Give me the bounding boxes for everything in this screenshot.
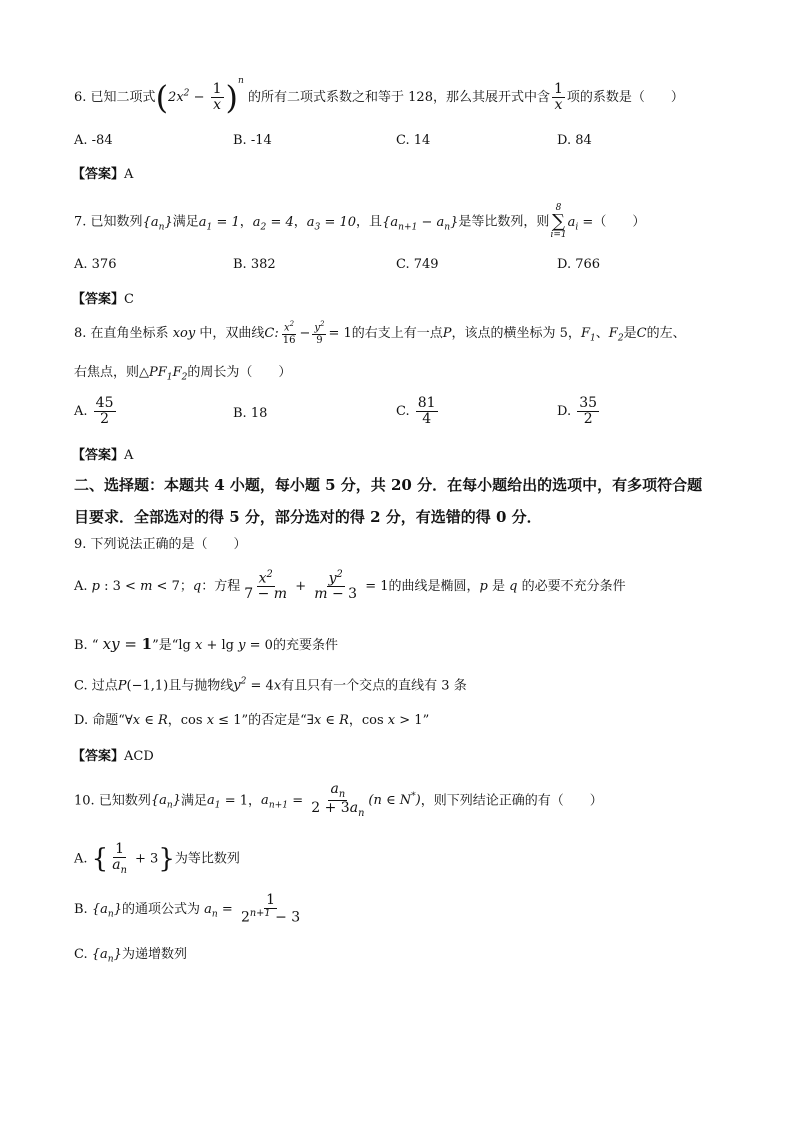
option-d: D. 84 — [557, 133, 592, 148]
option-c: C. $\{a_n\}$为递增数列 — [74, 947, 187, 965]
question-text: 是等比数列，则 — [458, 214, 550, 230]
section-heading-line-2: 目要求．全部选对的得 5 分，部分选对的得 2 分，有选错的得 0 分． — [74, 508, 542, 526]
question-text: 右焦点，则 — [74, 365, 140, 380]
question-text: 已知数列 — [90, 214, 143, 230]
option-a: A. { $\frac{1}{a_n}$ + 3}为等比数列 — [74, 841, 240, 876]
option-d: D. 命题“∀x ∈ R，cos x ≤ 1”的否定是“∃x ∈ R，cos x > 1” — [74, 713, 430, 728]
question-text: 满足 — [181, 793, 208, 809]
question-number: 10. — [74, 793, 95, 809]
question-9 — [74, 537, 247, 553]
section-heading: 二、选择题：本题共 4 小题，每小题 5 分，共 20 分．在每小题给出的选项中，有多项符合题 — [74, 476, 703, 494]
question-text: 已知数列 — [98, 793, 151, 809]
option-b: B. 18 — [233, 406, 268, 421]
option-a: A. $\frac{45}{2}$ — [74, 395, 114, 427]
question-text: 满足 — [172, 214, 199, 230]
answer-label: 【答案】 — [72, 292, 125, 307]
option-c: C. 过点P(−1,1)且与抛物线$y^2 = 4x$有且只有一个交点的直线有 3 条 — [74, 677, 467, 694]
answer-value: C — [124, 292, 134, 307]
option-b: B. -14 — [233, 133, 272, 148]
question-text: ，该点的横坐标为 5， — [451, 325, 581, 341]
question-number: 9. — [74, 537, 87, 552]
option-c: C. 14 — [396, 133, 431, 148]
question-8: 8. 在直角坐标系 xoy 中，双曲线C: $\frac{x^2}{16}$ − $\frac{y^2}{9}$ = 1的右支上有一点P，该点的横坐标为 5，$F_1$、$F_2$是C的左、 — [74, 320, 686, 346]
question-text: 中，双曲线 — [199, 325, 265, 341]
question-text: 的右支上有一点 — [351, 325, 443, 341]
option-d: D. 766 — [557, 257, 601, 272]
question-text: 在直角坐标系 — [90, 325, 169, 341]
question-text: ，则下列结论正确的有（ ） — [420, 793, 603, 809]
question-6: 6. 已知二项式($2x^2$ − $\frac{1}{x}$ )$^n$ 的所有二项式系数之和等于 128，那么其展开式中含 $\frac{1}{x}$ 项的系数是（ ） — [74, 76, 684, 117]
question-text: 项的系数是（ ） — [566, 90, 684, 105]
option-b: B. $\{a_n\}$的通项公式为 $a_n$ = $\frac{1}{2^{n+1} - 3}$ — [74, 892, 301, 926]
option-c: C. 749 — [396, 257, 439, 272]
answer-value: A — [124, 448, 134, 463]
answer-value: ACD — [124, 749, 154, 764]
question-text: 的所有二项式系数之和等于 128，那么其展开式中含 — [248, 90, 550, 105]
question-number: 7. — [74, 214, 87, 230]
option-b: B. “ xy = 1”是“lg x + lg y = 0的充要条件 — [74, 635, 338, 653]
question-text: 是 — [623, 325, 637, 341]
question-text: 的左、 — [646, 325, 686, 341]
option-d: D. $\frac{35}{2}$ — [557, 395, 598, 427]
question-number: 8. — [74, 325, 87, 341]
question-text: （ ） — [593, 214, 646, 230]
question-10: 10. 已知数列$\{a_n\}$满足$a_1 = 1$，$a_{n+1}$ = $\frac{a_n}{2 + 3a_n}$ (n ∈ N*)，则下列结论正确的有（ ） — [74, 781, 603, 819]
question-7: 7. 已知数列$\{a_n\}$满足$a_1 = 1$，$a_2 = 4$，$a_3 = 10$，且$\{a_{n+1} - a_n\}$是等比数列，则 8 ∑ i=1 $a_i$ =（ ） — [74, 203, 646, 240]
answer-6 — [72, 163, 133, 182]
option-a: A. 376 — [74, 257, 117, 272]
answer-label: 【答案】 — [72, 448, 125, 463]
question-number: 6. — [74, 90, 87, 105]
answer-7 — [72, 288, 134, 307]
option-a: A. p : 3 < m < 7；q：方程 $\frac{x^2}{7 - m}$ + $\frac{y^2}{m - 3}$ = 1的曲线是椭圆，p 是 q 的必要不充分条件 — [74, 569, 626, 603]
question-text: 下列说法正确的是（ ） — [90, 537, 247, 552]
answer-label: 【答案】 — [72, 749, 125, 764]
option-c: C. $\frac{81}{4}$ — [396, 395, 436, 427]
option-b: B. 382 — [233, 257, 276, 272]
answer-9 — [72, 745, 154, 764]
question-text: ，且 — [356, 214, 383, 230]
answer-8 — [72, 444, 133, 463]
option-a: A. -84 — [74, 133, 113, 148]
question-8-line-2: 右焦点，则$\triangle PF_1F_2$的周长为（ ） — [74, 365, 292, 383]
question-text: 的周长为（ ） — [187, 365, 292, 380]
question-text: 已知二项式 — [90, 90, 156, 105]
answer-value: A — [124, 167, 134, 182]
answer-label: 【答案】 — [72, 167, 125, 182]
